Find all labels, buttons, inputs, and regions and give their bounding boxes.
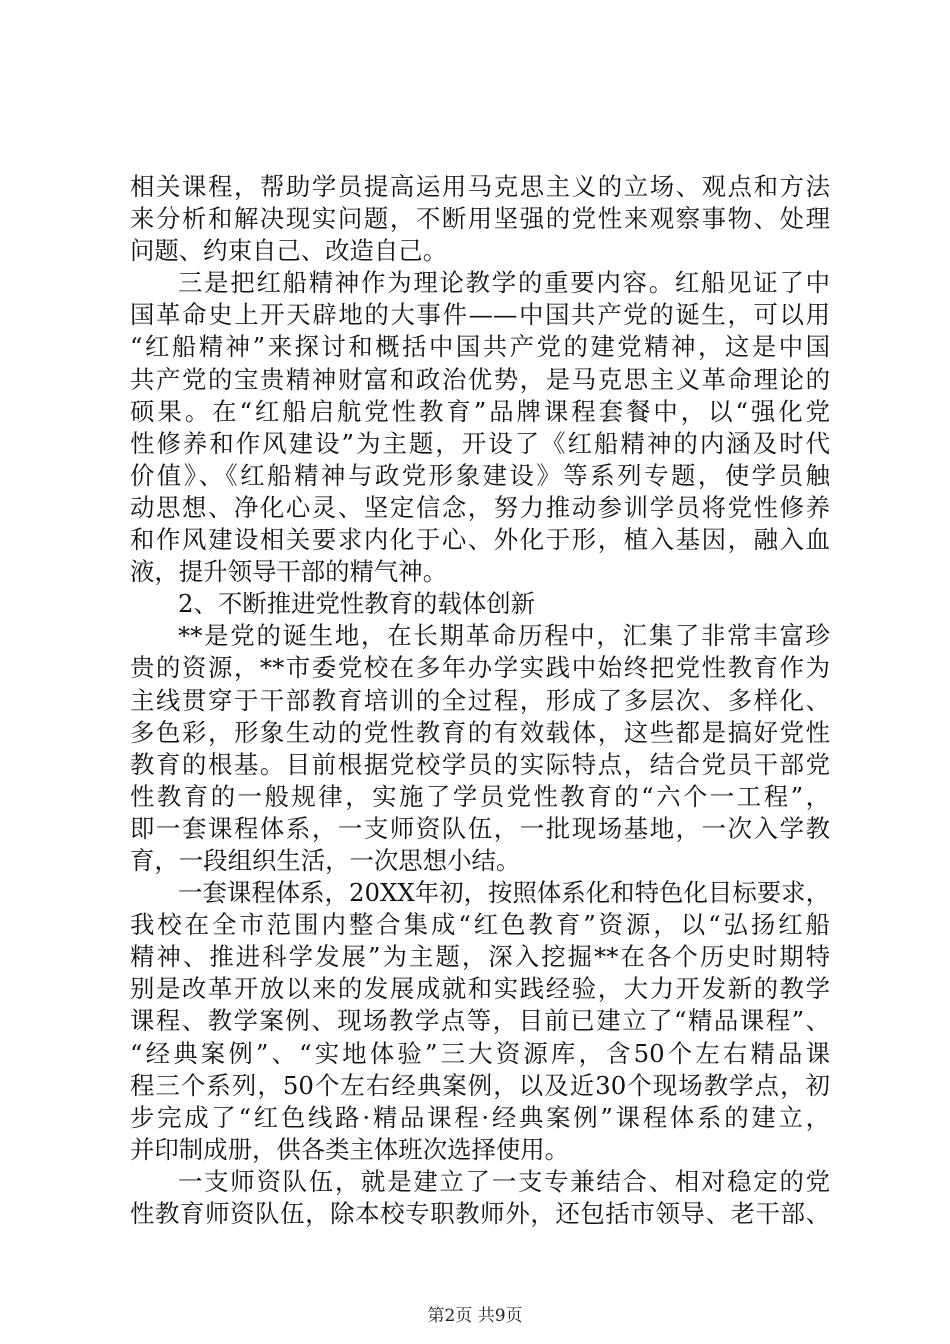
- text-line: 来分析和解决现实问题，不断用坚强的党性来观察事物、处理: [130, 204, 830, 234]
- text-line: “红船精神”来探讨和概括中国共产党的建党精神，这是中国: [130, 332, 830, 362]
- text-line: 一套课程体系，20XX年初，按照体系化和特色化目标要求，: [178, 878, 830, 908]
- text-line: 液，提升领导干部的精气神。: [130, 557, 448, 587]
- text-line: 并印制成册，供各类主体班次选择使用。: [130, 1134, 570, 1164]
- text-line: **是党的诞生地，在长期革命历程中，汇集了非常丰富珍: [178, 621, 830, 651]
- text-line: 和作风建设相关要求内化于心、外化于形，植入基因，融入血: [130, 525, 830, 555]
- text-line: 硕果。在“红船启航党性教育”品牌课程套餐中，以“强化党: [130, 396, 830, 426]
- text-line: 三是把红船精神作为理论教学的重要内容。红船见证了中: [178, 268, 830, 298]
- text-line: 价值》、《红船精神与政党形象建设》等系列专题，使学员触: [130, 460, 830, 490]
- text-line: 精神、推进科学发展”为主题，深入挖掘**在各个历史时期特: [130, 942, 830, 972]
- text-line: 主线贯穿于干部教育培训的全过程，形成了多层次、多样化、: [130, 685, 830, 715]
- text-line: 共产党的宝贵精神财富和政治优势，是马克思主义革命理论的: [130, 364, 830, 394]
- text-line: 问题、约束自己、改造自己。: [130, 236, 448, 266]
- text-line: 我校在全市范围内整合集成“红色教育”资源，以“弘扬红船: [130, 910, 830, 940]
- text-line: 别是改革开放以来的发展成就和实践经验，大力开发新的教学: [130, 974, 830, 1004]
- text-line: 课程、教学案例、现场教学点等，目前已建立了“精品课程”、: [130, 1006, 830, 1036]
- text-line: 国革命史上开天辟地的大事件——中国共产党的诞生，可以用: [130, 300, 830, 330]
- text-line: 育，一段组织生活，一次思想小结。: [130, 845, 521, 875]
- text-line: 一支师资队伍，就是建立了一支专兼结合、相对稳定的党: [178, 1166, 830, 1196]
- text-line: 教育的根基。目前根据党校学员的实际特点，结合党员干部党: [130, 749, 830, 779]
- text-line: 性教育师资队伍，除本校专职教师外，还包括市领导、老干部、: [130, 1199, 830, 1228]
- text-line: 动思想、净化心灵、坚定信念，努力推动参训学员将党性修养: [130, 492, 830, 522]
- text-line: 性修养和作风建设”为主题，开设了《红船精神的内涵及时代: [130, 428, 830, 458]
- text-line: 多色彩，形象生动的党性教育的有效载体，这些都是搞好党性: [130, 717, 830, 747]
- text-line: 相关课程，帮助学员提高运用马克思主义的立场、观点和方法: [130, 172, 830, 201]
- text-line: “经典案例”、“实地体验”三大资源库，含50个左右精品课: [130, 1038, 830, 1068]
- text-line: 贵的资源，**市委党校在多年办学实践中始终把党性教育作为: [130, 653, 830, 683]
- body-text: [130, 171, 830, 1230]
- section-heading: 2、不断推进党性教育的载体创新: [178, 589, 535, 619]
- text-line: 即一套课程体系，一支师资队伍，一批现场基地，一次入学教: [130, 813, 830, 843]
- text-line: 步完成了“红色线路·精品课程·经典案例”课程体系的建立，: [130, 1102, 830, 1132]
- text-line: 性教育的一般规律，实施了学员党性教育的“六个一工程”，: [130, 781, 830, 811]
- page-footer: 第2页 共9页: [427, 1306, 523, 1326]
- text-line: 程三个系列，50个左右经典案例，以及近30个现场教学点，初: [130, 1070, 830, 1100]
